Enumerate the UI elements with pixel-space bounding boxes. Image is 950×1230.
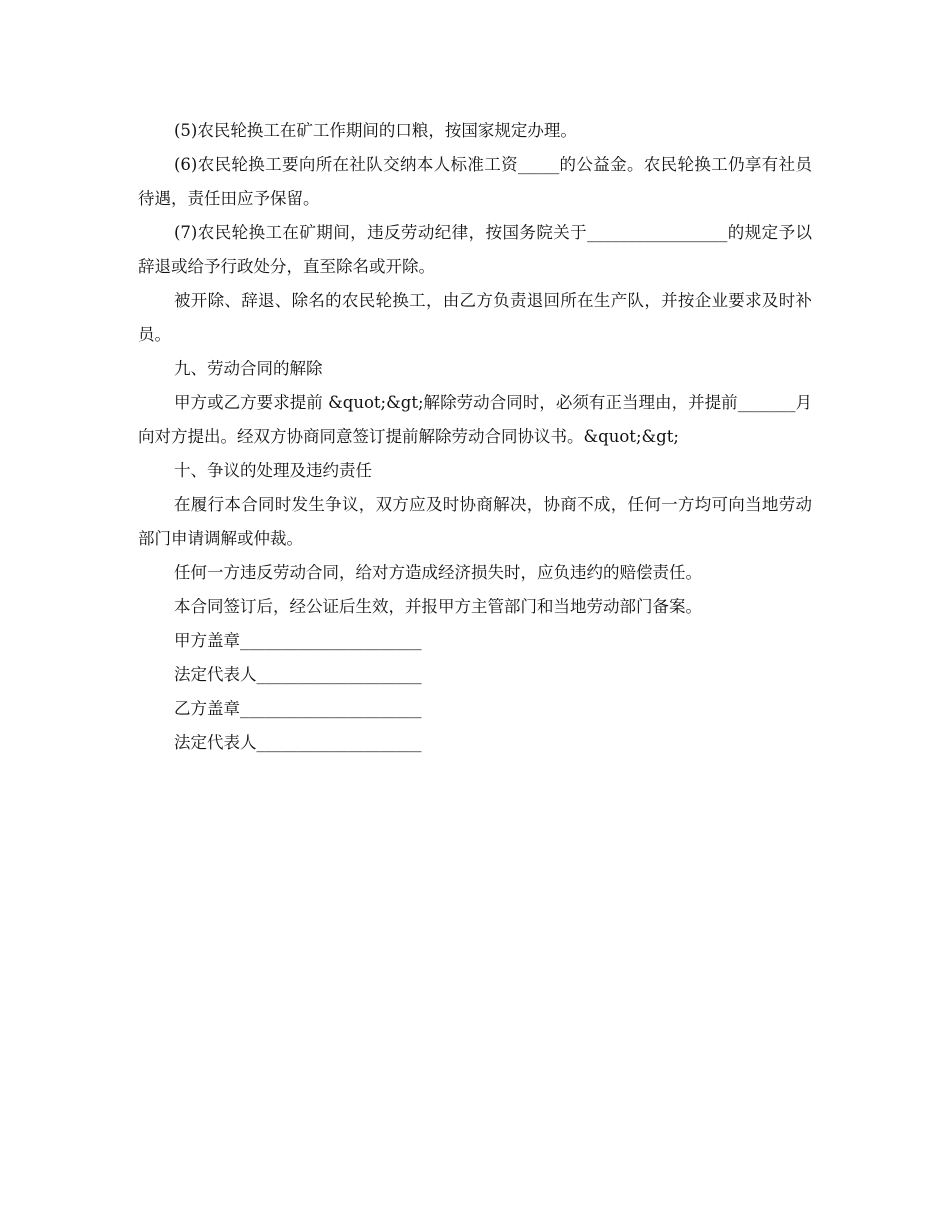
paragraph-grain: (5)农民轮换工在矿工作期间的口粮，按国家规定办理。 [174, 121, 577, 140]
signature-party-a-seal: 甲方盖章______________________ [174, 631, 422, 650]
paragraph-labor-discipline: (7)农民轮换工在矿期间，违反劳动纪律，按国务院关于_________________的规定予以辞退或给予行政处分，直至除名或开除。 [138, 223, 812, 276]
paragraph-dismissal-return: 被开除、辞退、除名的农民轮换工，由乙方负责退回所在生产队，并按企业要求及时补员。 [138, 291, 812, 344]
signature-party-a-representative: 法定代表人____________________ [174, 665, 422, 684]
document-body [138, 114, 812, 760]
paragraph-effectiveness: 本合同签订后，经公证后生效，并报甲方主管部门和当地劳动部门备案。 [174, 597, 702, 616]
paragraph-public-welfare-fund: (6)农民轮换工要向所在社队交纳本人标准工资_____的公益金。农民轮换工仍享有社员待遇，责任田应予保留。 [138, 155, 812, 208]
section-heading-disputes: 十、争议的处理及违约责任 [174, 461, 372, 480]
paragraph-early-termination: 甲方或乙方要求提前 &quot;&gt;解除劳动合同时，必须有正当理由，并提前_______月向对方提出。经双方协商同意签订提前解除劳动合同协议书。&quot;&gt; [138, 393, 812, 446]
paragraph-dispute-resolution: 在履行本合同时发生争议，双方应及时协商解决，协商不成，任何一方均可向当地劳动部门申请调解或仲裁。 [138, 495, 812, 548]
paragraph-breach-liability: 任何一方违反劳动合同，给对方造成经济损失时，应负违约的赔偿责任。 [174, 563, 702, 582]
signature-party-b-seal: 乙方盖章______________________ [174, 699, 422, 718]
section-heading-termination: 九、劳动合同的解除 [174, 359, 323, 378]
signature-party-b-representative: 法定代表人____________________ [174, 733, 422, 752]
